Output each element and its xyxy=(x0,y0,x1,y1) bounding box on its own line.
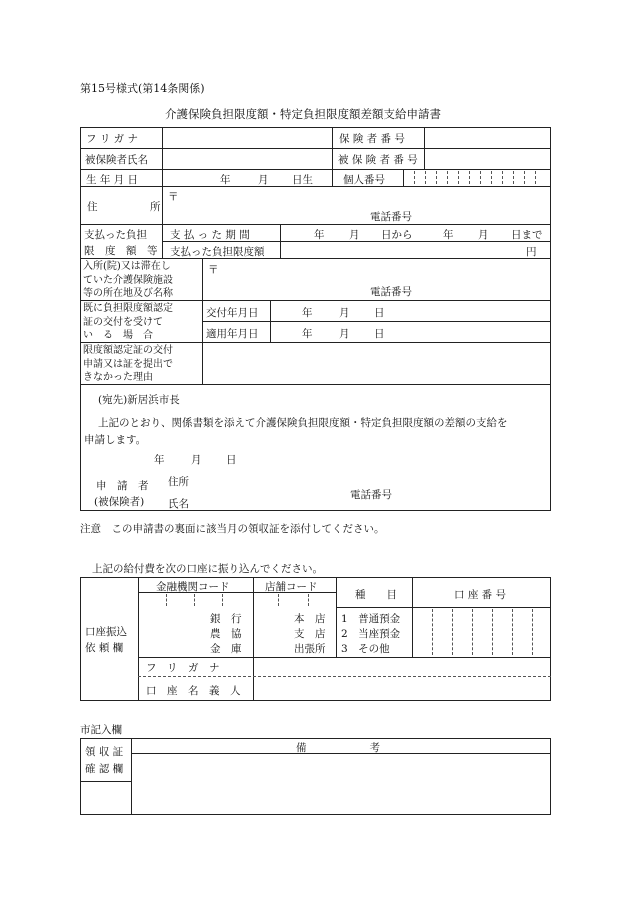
apply-day: 日 xyxy=(374,328,385,340)
account-holder-field[interactable] xyxy=(255,659,549,699)
decl-month: 月 xyxy=(191,454,202,466)
paid-label-line2: 限 度 額 等 xyxy=(84,245,158,257)
apply-date-label: 適用年月日 xyxy=(206,328,259,340)
institution-credit: 金 庫 xyxy=(210,643,242,655)
insurer-number-field[interactable] xyxy=(426,129,549,147)
note: 注意 この申請書の裏面に該当月の領収証を添付してください。 xyxy=(80,523,385,535)
insured-name-field[interactable] xyxy=(164,150,330,168)
remarks-label: 備 考 xyxy=(296,742,380,754)
personal-number-field[interactable] xyxy=(404,170,550,185)
insured-number-field[interactable] xyxy=(426,150,549,168)
paid-label xyxy=(84,227,158,259)
institution-agri: 農 協 xyxy=(210,628,242,640)
bank-code-label: 金融機関コード xyxy=(156,581,230,593)
paid-from-day: 日から xyxy=(381,229,413,241)
institution-types xyxy=(210,612,242,657)
insured-name-label: 被保険者氏名 xyxy=(85,154,148,166)
receipt-check-line2: 確 認 欄 xyxy=(85,763,124,775)
declaration-line2: 申請します。 xyxy=(84,434,147,446)
insured-number-label: 被 保 険 者 番 号 xyxy=(338,154,418,166)
bank-side-label-line2: 依 頼 欄 xyxy=(85,642,124,654)
apply-month: 月 xyxy=(339,328,350,340)
account-type-label: 種 目 xyxy=(355,589,397,601)
form-title: 介護保険負担限度額・特定負担限度額差額支給申請書 xyxy=(165,107,441,121)
account-type-ordinary: 1 普通預金 xyxy=(341,613,401,625)
address-label: 住 所 xyxy=(87,201,161,213)
certificate-label-line3: い る 場 合 xyxy=(83,330,153,341)
form-number: 第15号様式(第14条関係) xyxy=(80,82,205,95)
bank-intro: 上記の給付費を次の口座に振り込んでください。 xyxy=(92,563,323,575)
office-title: 市記入欄 xyxy=(80,724,122,736)
facility-label-line1: 入所(院)又は滞在し xyxy=(83,261,171,272)
branch-sub: 支 店 xyxy=(294,628,326,640)
apply-year: 年 xyxy=(302,328,313,340)
decl-name-label: 氏名 xyxy=(168,498,189,510)
branch-main: 本 店 xyxy=(294,613,326,625)
applicant-label: 申 請 者 xyxy=(96,480,149,492)
branch-office: 出張所 xyxy=(294,643,326,655)
paid-amount-field[interactable] xyxy=(282,242,522,257)
institution-bank: 銀 行 xyxy=(210,613,242,625)
reason-label-line1: 限度額認定証の交付 xyxy=(83,345,173,356)
paid-from-year: 年 xyxy=(314,229,325,241)
paid-label-line1: 支払った負担 xyxy=(84,229,147,241)
certificate-label-line1: 既に負担限度額認定 xyxy=(83,303,173,314)
account-holder-label: 口 座 名 義 人 xyxy=(146,685,241,697)
decl-address-label: 住所 xyxy=(168,476,189,488)
paid-from-month: 月 xyxy=(349,229,360,241)
postal-mark: 〒 xyxy=(168,191,179,203)
birth-day: 日生 xyxy=(292,174,313,186)
facility-label-line3: 等の所在地及び名称 xyxy=(83,288,173,299)
insured-paren-label: (被保険者) xyxy=(94,496,145,508)
paid-amount-label: 支払った負担限度額 xyxy=(170,246,265,258)
issue-year: 年 xyxy=(302,307,313,319)
birth-month: 月 xyxy=(258,174,269,186)
reason-label-line2: 申請又は証を提出で xyxy=(83,358,173,370)
bank-furigana-label: フ リ ガ ナ xyxy=(146,662,220,674)
paid-to-month: 月 xyxy=(478,229,489,241)
reason-field[interactable] xyxy=(204,344,549,384)
issue-month: 月 xyxy=(339,307,350,319)
bank-side-label-line1: 口座振込 xyxy=(85,626,127,638)
certificate-label-line2: 証の交付を受けて xyxy=(83,316,163,328)
paid-to-year: 年 xyxy=(443,229,454,241)
facility-field[interactable] xyxy=(220,260,360,298)
facility-label xyxy=(83,260,173,301)
insurer-number-label: 保 険 者 番 号 xyxy=(339,133,405,145)
account-type-other: 3 その他 xyxy=(341,643,390,655)
phone-label: 電話番号 xyxy=(370,211,412,223)
reason-label xyxy=(83,344,173,385)
facility-phone-label: 電話番号 xyxy=(370,286,412,298)
decl-phone-label: 電話番号 xyxy=(350,489,392,501)
branch-types xyxy=(294,612,326,657)
facility-label-line2: ていた介護保険施設 xyxy=(83,274,173,286)
paid-amount-yen: 円 xyxy=(526,246,537,258)
bank-side-label xyxy=(85,624,127,656)
paid-to-day: 日まで xyxy=(511,229,543,241)
paid-period-label: 支 払 っ た 期 間 xyxy=(170,229,250,241)
reason-label-line3: きなかった理由 xyxy=(83,372,153,383)
addressee: (宛先)新居浜市長 xyxy=(98,394,180,406)
decl-year: 年 xyxy=(154,454,165,466)
address-field[interactable] xyxy=(180,188,360,222)
issue-date-label: 交付年月日 xyxy=(206,307,259,319)
birth-date-label: 生 年 月 日 xyxy=(86,174,139,186)
furigana-field[interactable] xyxy=(164,129,330,147)
account-types xyxy=(341,612,400,657)
account-number-label: 口 座 番 号 xyxy=(454,589,507,601)
declaration-line1: 上記のとおり、関係書類を添えて介護保険負担限度額・特定負担限度額の差額の支給を xyxy=(98,417,508,429)
furigana-label: フ リ ガ ナ xyxy=(86,133,139,145)
receipt-check-label xyxy=(85,744,123,778)
issue-day: 日 xyxy=(374,307,385,319)
account-type-current: 2 当座預金 xyxy=(341,628,401,640)
birth-year: 年 xyxy=(220,174,231,186)
personal-number-label: 個人番号 xyxy=(343,174,385,186)
receipt-check-line1: 領 収 証 xyxy=(85,746,124,758)
facility-postal-mark: 〒 xyxy=(208,264,219,276)
decl-day: 日 xyxy=(226,454,237,466)
certificate-label xyxy=(83,302,173,343)
branch-code-label: 店舗コード xyxy=(265,581,318,593)
